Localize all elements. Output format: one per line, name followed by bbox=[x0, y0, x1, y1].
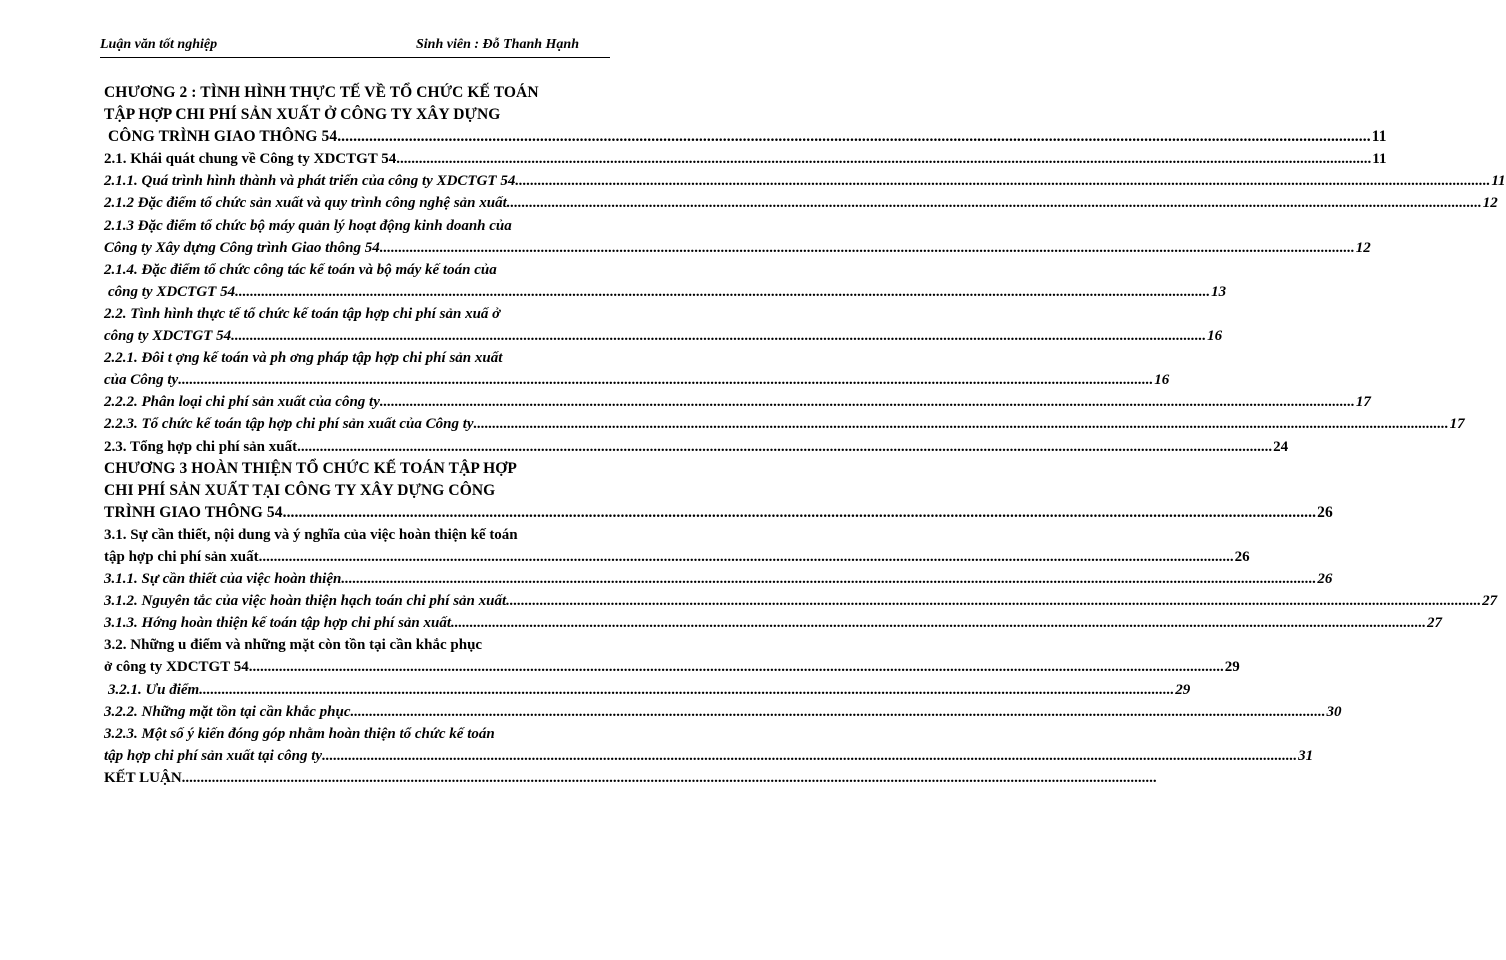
toc-page-number: 26 bbox=[1234, 548, 1250, 565]
toc-entry bbox=[104, 170, 1506, 192]
toc-line bbox=[104, 634, 604, 656]
toc-page-number: 11 bbox=[1371, 128, 1387, 146]
toc-title: 3.2.2. Những mặt tồn tại cần khắc phục bbox=[104, 703, 351, 720]
toc-dot-leader: .................................................................................................................................................................................................................................................................... bbox=[379, 394, 1355, 411]
toc-entry bbox=[104, 679, 1191, 701]
toc-entry bbox=[104, 656, 1240, 678]
toc-title: ở công ty XDCTGT 54 bbox=[104, 659, 249, 676]
toc-dot-leader: .................................................................................................................................................................................................................................................................... bbox=[178, 372, 1154, 389]
toc-title: TRÌNH GIAO THÔNG 54 bbox=[104, 503, 283, 521]
toc-entry bbox=[104, 436, 1289, 458]
toc-title: 2.1.1. Quá trình hình thành và phát triển của công ty XDCTGT 54 bbox=[104, 173, 516, 190]
toc-title: 3.1.2. Nguyên tắc của việc hoàn thiện hạch toán chi phí sản xuất bbox=[104, 593, 507, 610]
toc-entry bbox=[104, 369, 1170, 391]
toc-entry bbox=[104, 590, 1498, 612]
toc-page-number: 17 bbox=[1355, 394, 1371, 411]
toc-entry bbox=[104, 192, 1498, 214]
toc-entry bbox=[104, 237, 1371, 259]
toc-line bbox=[104, 82, 604, 104]
toc-title: công ty XDCTGT 54 bbox=[108, 283, 236, 300]
toc-title: tập hợp chi phí sản xuất bbox=[104, 548, 259, 565]
toc-title: 2.1.2 Đặc điểm tổ chức sản xuất và quy trình công nghệ sản xuất bbox=[104, 195, 507, 212]
toc-title: KẾT LUẬN bbox=[104, 769, 182, 786]
toc-entry bbox=[104, 148, 1387, 170]
toc-text: CHƯƠNG 3 HOÀN THIỆN TỔ CHỨC KẾ TOÁN TẬP HỢP bbox=[104, 459, 517, 477]
toc-entry bbox=[104, 281, 1227, 303]
toc-title: 2.3. Tổng hợp chi phí sản xuất bbox=[104, 438, 298, 455]
toc-page-number: 16 bbox=[1154, 372, 1170, 389]
toc-page-number: 26 bbox=[1317, 571, 1333, 588]
toc-page-number: 12 bbox=[1482, 195, 1498, 212]
toc-dot-leader: .................................................................................................................................................................................................................................................................... bbox=[506, 593, 1482, 610]
toc-entry bbox=[104, 546, 1250, 568]
toc-line bbox=[104, 259, 604, 281]
toc-title: công ty XDCTGT 54 bbox=[104, 328, 232, 345]
table-of-contents bbox=[104, 82, 1506, 789]
toc-line bbox=[104, 480, 604, 502]
toc-page-number: 26 bbox=[1317, 503, 1333, 521]
toc-text: 2.2.1. Đôi t ợng kế toán và ph ơng pháp tập hợp chi phí sản xuất bbox=[104, 350, 503, 367]
toc-dot-leader: .................................................................................................................................................................................................................................................................... bbox=[337, 128, 1371, 146]
toc-line bbox=[104, 723, 604, 745]
toc-page-number: 12 bbox=[1355, 239, 1371, 256]
toc-dot-leader: .................................................................................................................................................................................................................................................................... bbox=[322, 747, 1298, 764]
toc-dot-leader: .................................................................................................................................................................................................................................................................... bbox=[258, 548, 1234, 565]
toc-dot-leader: .................................................................................................................................................................................................................................................................... bbox=[451, 615, 1427, 632]
toc-page-number: 24 bbox=[1273, 438, 1289, 455]
toc-dot-leader: .................................................................................................................................................................................................................................................................... bbox=[248, 659, 1224, 676]
toc-dot-leader: .................................................................................................................................................................................................................................................................... bbox=[181, 769, 1157, 786]
toc-title: 2.1. Khái quát chung về Công ty XDCTGT 54 bbox=[104, 151, 397, 168]
toc-entry bbox=[104, 391, 1371, 413]
toc-page-number: 11 bbox=[1491, 173, 1506, 190]
toc-line bbox=[104, 104, 604, 126]
toc-title: 2.2.3. Tổ chức kế toán tập hợp chi phí sản xuất của Công ty bbox=[104, 416, 474, 433]
toc-page-number: 11 bbox=[1372, 151, 1387, 168]
toc-entry bbox=[104, 612, 1443, 634]
toc-dot-leader: .................................................................................................................................................................................................................................................................... bbox=[515, 173, 1491, 190]
toc-text: 3.1. Sự cần thiết, nội dung và ý nghĩa của việc hoàn thiện kế toán bbox=[104, 526, 518, 543]
toc-text: CHƯƠNG 2 : TÌNH HÌNH THỰC TẾ VỀ TỔ CHỨC KẾ TOÁN bbox=[104, 84, 539, 101]
toc-title: tập hợp chi phí sản xuất tại công ty bbox=[104, 747, 323, 764]
toc-text: 2.1.4. Đặc điểm tổ chức công tác kế toán và bộ máy kế toán của bbox=[104, 261, 497, 278]
toc-line bbox=[104, 303, 604, 325]
toc-title: 3.2.1. Ưu điểm bbox=[108, 681, 200, 698]
toc-title: CÔNG TRÌNH GIAO THÔNG 54 bbox=[108, 128, 338, 146]
toc-page-number: 29 bbox=[1175, 681, 1191, 698]
toc-dot-leader: .................................................................................................................................................................................................................................................................... bbox=[297, 438, 1273, 455]
toc-line bbox=[104, 215, 604, 237]
toc-page-number: 27 bbox=[1482, 593, 1498, 610]
toc-page-number: 17 bbox=[1449, 416, 1465, 433]
toc-page-number: 16 bbox=[1207, 328, 1223, 345]
toc-text: 3.2.3. Một số ý kiến đóng góp nhằm hoàn thiện tổ chức kế toán bbox=[104, 725, 495, 742]
toc-dot-leader: .................................................................................................................................................................................................................................................................... bbox=[506, 195, 1482, 212]
toc-dot-leader: .................................................................................................................................................................................................................................................................... bbox=[282, 503, 1317, 521]
toc-title: 3.1.1. Sự cần thiết của việc hoàn thiện bbox=[104, 571, 342, 588]
toc-title: Công ty Xây dựng Công trình Giao thông 54 bbox=[104, 239, 380, 256]
toc-line bbox=[104, 524, 604, 546]
toc-entry bbox=[104, 502, 1333, 524]
toc-text: TẬP HỢP CHI PHÍ SẢN XUẤT Ở CÔNG TY XÂY DỰNG bbox=[104, 106, 501, 124]
toc-text: 2.1.3 Đặc điểm tổ chức bộ máy quản lý hoạt động kinh doanh của bbox=[104, 217, 512, 234]
toc-page-number: 27 bbox=[1427, 615, 1443, 632]
toc-line bbox=[104, 458, 604, 480]
toc-entry bbox=[104, 745, 1314, 767]
toc-dot-leader: .................................................................................................................................................................................................................................................................... bbox=[235, 283, 1211, 300]
toc-entry bbox=[104, 325, 1223, 347]
toc-dot-leader: .................................................................................................................................................................................................................................................................... bbox=[379, 239, 1355, 256]
toc-text: 3.2. Những u điểm và những mặt còn tồn tại cần khắc phục bbox=[104, 637, 483, 654]
toc-page-number: 30 bbox=[1326, 703, 1342, 720]
toc-entry bbox=[104, 767, 1157, 789]
toc-text: CHI PHÍ SẢN XUẤT TẠI CÔNG TY XÂY DỰNG CÔNG bbox=[104, 481, 496, 499]
toc-dot-leader: .................................................................................................................................................................................................................................................................... bbox=[231, 328, 1207, 345]
toc-title: 3.1.3. Hớng hoàn thiện kế toán tập hợp chi phí sản xuất bbox=[104, 615, 452, 632]
toc-page-number: 31 bbox=[1298, 747, 1314, 764]
toc-dot-leader: .................................................................................................................................................................................................................................................................... bbox=[350, 703, 1326, 720]
page-header bbox=[100, 37, 610, 58]
toc-entry bbox=[104, 701, 1342, 723]
header-thesis-title: Luận văn tốt nghiệp bbox=[100, 37, 218, 52]
header-student-name: Sinh viên : Đỗ Thanh Hạnh bbox=[416, 37, 579, 52]
toc-dot-leader: .................................................................................................................................................................................................................................................................... bbox=[341, 571, 1317, 588]
toc-title: của Công ty bbox=[104, 372, 179, 389]
toc-dot-leader: .................................................................................................................................................................................................................................................................... bbox=[473, 416, 1449, 433]
toc-dot-leader: .................................................................................................................................................................................................................................................................... bbox=[396, 151, 1372, 168]
toc-page-number: 29 bbox=[1224, 659, 1240, 676]
toc-line bbox=[104, 347, 604, 369]
toc-title: 2.2.2. Phân loại chi phí sản xuất của công ty bbox=[104, 394, 380, 411]
toc-entry bbox=[104, 126, 1387, 148]
toc-entry bbox=[104, 568, 1333, 590]
toc-dot-leader: .................................................................................................................................................................................................................................................................... bbox=[199, 681, 1175, 698]
toc-text: 2.2. Tình hình thực tế tổ chức kế toán tập hợp chi phí sản xuấ ở bbox=[104, 305, 501, 322]
toc-page-number: 13 bbox=[1211, 283, 1227, 300]
toc-entry bbox=[104, 413, 1465, 435]
